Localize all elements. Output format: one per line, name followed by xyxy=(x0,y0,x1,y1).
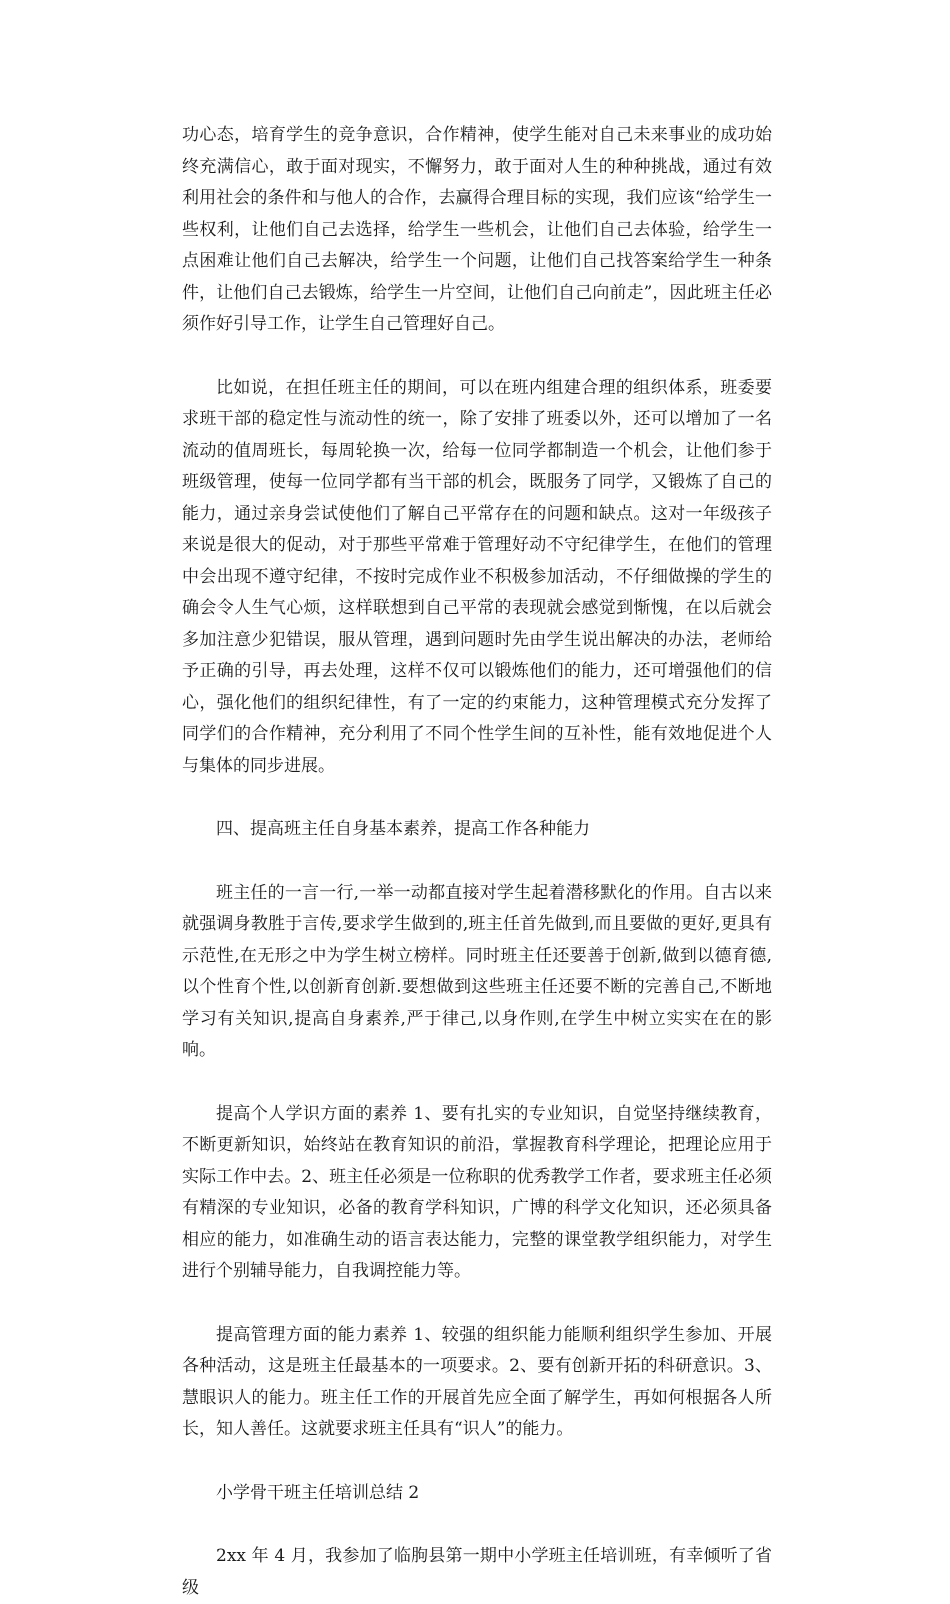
paragraph-4: 班主任的一言一行,一举一动都直接对学生起着潜移默化的作用。自古以来就强调身教胜于言传,要求学生做到的,班主任首先做到,而且要做的更好,更具有示范性,在无形之中为学生树立榜样。同时班主任还要善于创新,做到以德育德,以个性育个性,以创新育创新.要想做到这些班主任还要不断的完善自己,不断地学习有关知识,提高自身素养,严于律己,以身作则,在学生中树立实实在在的影响。 xyxy=(182,882,772,1060)
paragraph-gap xyxy=(182,846,772,878)
paragraph-6: 提高管理方面的能力素养 1、较强的组织能力能顺利组织学生参加、开展各种活动，这是班主任最基本的一项要求。2、要有创新开拓的科研意识。3、慧眼识人的能力。班主任工作的开展首先应全面了解学生，再如何根据各人所长，知人善任。这就要求班主任具有“识人”的能力。 xyxy=(182,1324,772,1439)
paragraph-gap xyxy=(182,1509,772,1541)
paragraph-1: 功心态，培育学生的竞争意识，合作精神，使学生能对自己未来事业的成功始终充满信心，敢于面对现实，不懈努力，敢于面对人生的种种挑战，通过有效利用社会的条件和与他人的合作，去赢得合理目标的实现，我们应该“给学生一些权利，让他们自己去选择，给学生一些机会，让他们自己去体验，给学生一点困难让他们自己去解决，给学生一个问题，让他们自己找答案给学生一种条件，让他们自己去锻炼，给学生一片空间，让他们自己向前走”，因此班主任必须作好引导工作，让学生自己管理好自己。 xyxy=(182,125,772,334)
paragraph-2: 比如说，在担任班主任的期间，可以在班内组建合理的组织体系，班委要求班干部的稳定性与流动性的统一，除了安排了班委以外，还可以增加了一名流动的值周班长，每周轮换一次，给每一位同学都制造一个机会，让他们参于班级管理，使每一位同学都有当干部的机会，既服务了同学，又锻炼了自己的能力，通过亲身尝试使他们了解自己平常存在的问题和缺点。这对一年级孩子来说是很大的促动，对于那些平常难于管理好动不守纪律学生，在他们的管理中会出现不遵守纪律，不按时完成作业不积极参加活动，不仔细做操的学生的确会令人生气心烦，这样联想到自己平常的表现就会感觉到惭愧，在以后就会多加注意少犯错误，服从管理，遇到问题时先由学生说出解决的办法，老师给予正确的引导，再去处理，这样不仅可以锻炼他们的能力，还可增强他们的信心，强化他们的组织纪律性，有了一定的约束能力，这种管理模式充分发挥了同学们的合作精神，充分利用了不同个性学生间的互补性，能有效地促进个人与集体的同步进展。 xyxy=(182,377,772,776)
paragraph-gap xyxy=(182,1446,772,1478)
section-heading: 四、提高班主任自身基本素养，提高工作各种能力 xyxy=(216,819,590,839)
document-subtitle: 小学骨干班主任培训总结 2 xyxy=(216,1482,420,1503)
paragraph-5: 提高个人学识方面的素养 1、要有扎实的专业知识，自觉坚持继续教育，不断更新知识，始终站在教育知识的前沿，掌握教育科学理论，把理论应用于实际工作中去。2、班主任必须是一位称职的优秀教学工作者，要求班主任必须有精深的专业知识，必备的教育学科知识，广博的科学文化知识，还必须具备相应的能力，如准确生动的语言表达能力，完整的课堂教学组织能力，对学生进行个别辅导能力，自我调控能力等。 xyxy=(182,1103,772,1281)
paragraph-gap xyxy=(182,341,772,373)
paragraph-gap xyxy=(182,1067,772,1099)
paragraph-8: 2xx 年 4 月，我参加了临朐县第一期中小学班主任培训班，有幸倾听了省级 xyxy=(182,1546,772,1598)
paragraph-gap xyxy=(182,1288,772,1320)
paragraph-gap xyxy=(182,782,772,814)
document-body xyxy=(182,120,772,1604)
